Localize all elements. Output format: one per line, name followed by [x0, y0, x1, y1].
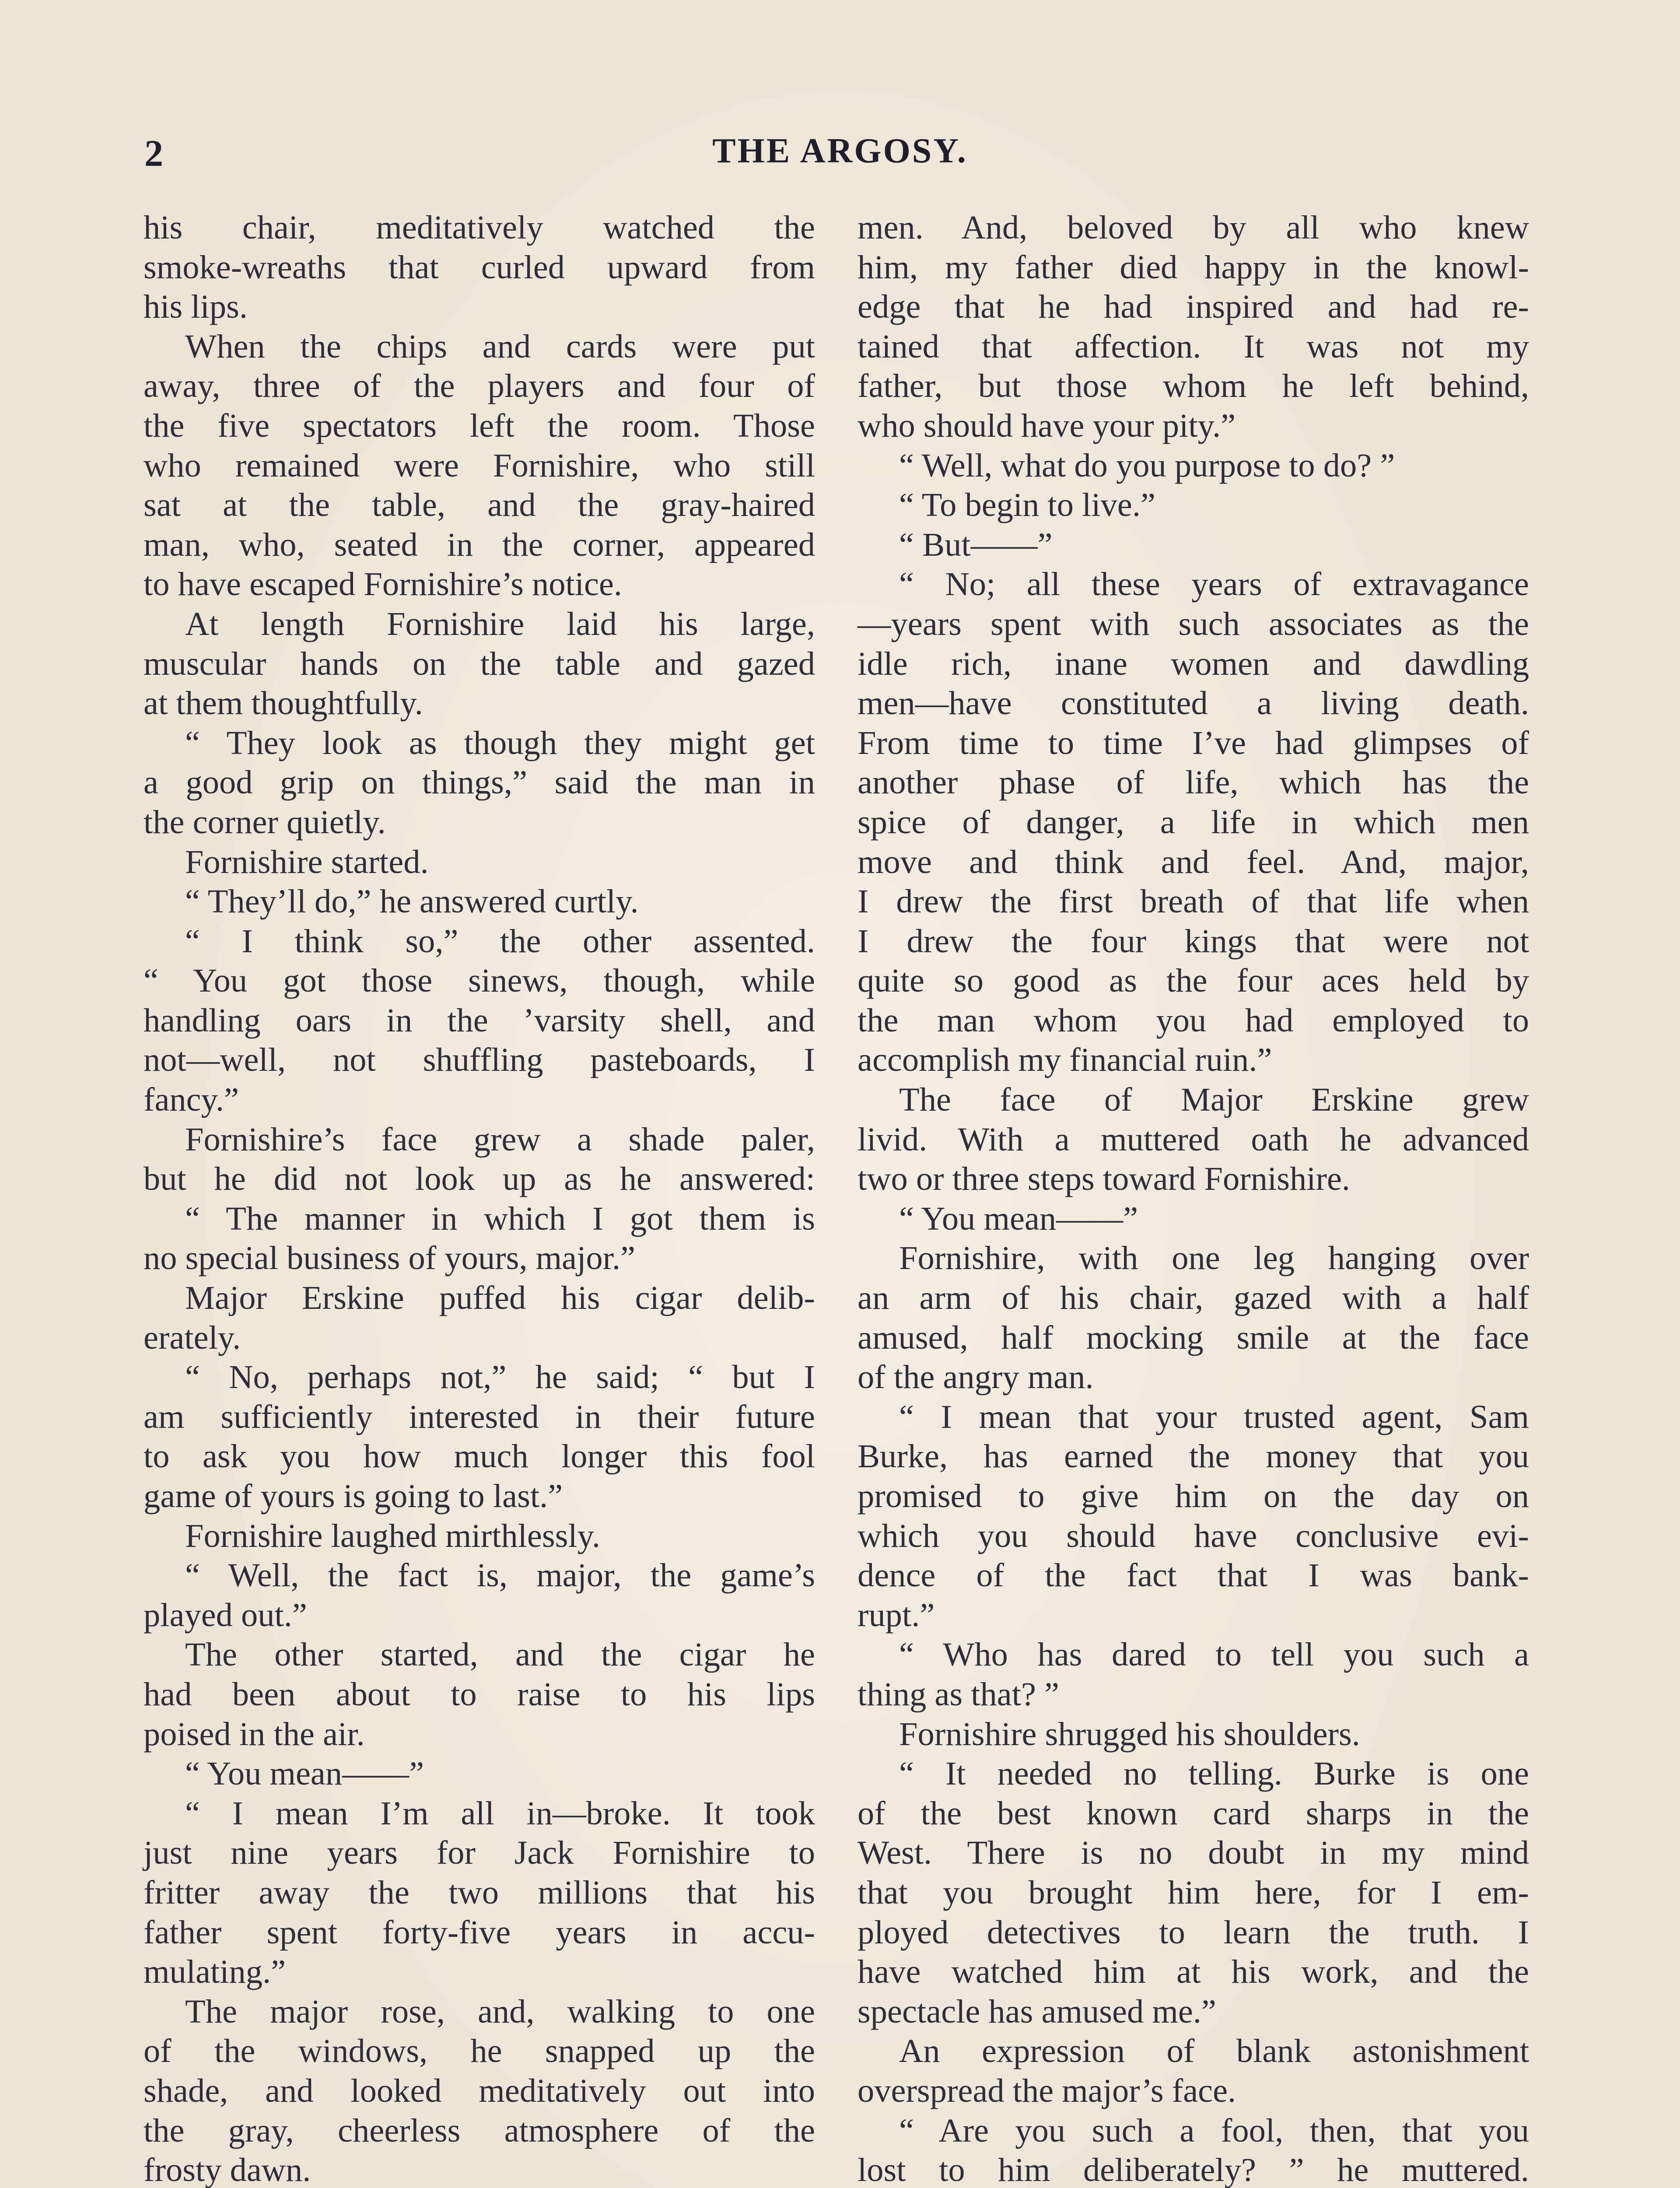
text-line: West. There is no doubt in my mind: [858, 1834, 1529, 1872]
text-line: Burke, has earned the money that you: [858, 1438, 1529, 1475]
text-line: lost to him deliberately? ” he muttered.: [858, 2151, 1529, 2188]
text-line: to have escaped Fornishire’s notice.: [144, 565, 623, 603]
text-line: The other started, and the cigar he: [185, 1636, 815, 1673]
text-line: The major rose, and, walking to one: [185, 1992, 815, 2030]
text-line: “ I mean that your trusted agent, Sam: [899, 1398, 1529, 1435]
text-line: From time to time I’ve had glimpses of: [858, 724, 1529, 761]
text-line: the man whom you had employed to: [858, 1001, 1529, 1039]
text-line: An expression of blank astonishment: [899, 2032, 1529, 2070]
right-text-column: [858, 208, 1529, 2188]
text-line: of the best known card sharps in the: [858, 1794, 1529, 1832]
page-number: 2: [144, 132, 163, 174]
text-line: “ Well, what do you purpose to do? ”: [899, 446, 1395, 484]
page-header: [144, 131, 1536, 179]
text-line: overspread the major’s face.: [858, 2072, 1236, 2109]
text-line: “ But——”: [899, 526, 1053, 563]
text-line: the corner quietly.: [144, 803, 386, 841]
text-line: frosty dawn.: [144, 2151, 311, 2188]
text-line: At length Fornishire laid his large,: [185, 605, 815, 642]
text-line: “ It needed no telling. Burke is one: [899, 1755, 1529, 1792]
text-line: another phase of life, which has the: [858, 764, 1529, 801]
text-line: dence of the fact that I was bank-: [858, 1557, 1529, 1594]
text-line: promised to give him on the day on: [858, 1477, 1529, 1515]
text-line: “ No, perhaps not,” he said; “ but I: [185, 1358, 815, 1396]
text-line: thing as that? ”: [858, 1675, 1059, 1713]
text-line: fancy.”: [144, 1081, 239, 1119]
text-line: Major Erskine puffed his cigar delib-: [185, 1279, 815, 1317]
text-line: that you brought him here, for I em-: [858, 1873, 1529, 1911]
text-line: away, three of the players and four of: [144, 367, 815, 405]
text-line: men—have constituted a living death.: [858, 684, 1529, 722]
text-line: sat at the table, and the gray-haired: [144, 486, 815, 524]
text-line: “ The manner in which I got them is: [185, 1199, 815, 1237]
text-line: to ask you how much longer this fool: [144, 1438, 815, 1475]
text-line: The face of Major Erskine grew: [899, 1081, 1529, 1119]
text-line: not—well, not shuffling pasteboards, I: [144, 1041, 815, 1079]
text-line: smoke-wreaths that curled upward from: [144, 248, 815, 286]
text-line: “ They look as though they might get: [185, 724, 815, 761]
left-text-column: [144, 208, 815, 2188]
text-line: Fornishire’s face grew a shade paler,: [185, 1120, 815, 1158]
text-line: men. And, beloved by all who knew: [858, 209, 1529, 246]
text-line: I drew the first breath of that life when: [858, 883, 1529, 920]
text-line: “ You mean——”: [185, 1755, 424, 1792]
text-line: tained that affection. It was not my: [858, 327, 1529, 365]
text-line: just nine years for Jack Fornishire to: [144, 1834, 815, 1872]
text-line: fritter away the two millions that his: [144, 1873, 815, 1911]
text-line: an arm of his chair, gazed with a half: [858, 1279, 1529, 1317]
text-line: “ I mean I’m all in—broke. It took: [185, 1794, 815, 1832]
text-line: Fornishire laughed mirthlessly.: [185, 1517, 601, 1554]
text-line: idle rich, inane women and dawdling: [858, 645, 1529, 682]
text-line: quite so good as the four aces held by: [858, 962, 1529, 999]
text-line: “ You got those sinews, though, while: [144, 962, 815, 999]
text-line: “ I think so,” the other assented.: [185, 922, 815, 960]
text-line: livid. With a muttered oath he advanced: [858, 1120, 1529, 1158]
text-line: shade, and looked meditatively out into: [144, 2072, 815, 2109]
text-line: Fornishire started.: [185, 843, 429, 880]
text-line: “ To begin to live.”: [899, 486, 1155, 524]
text-line: “ No; all these years of extravagance: [899, 565, 1529, 603]
text-line: the five spectators left the room. Those: [144, 407, 815, 444]
text-line: father spent forty-five years in accu-: [144, 1913, 815, 1951]
running-title: THE ARGOSY.: [712, 132, 968, 170]
text-line: ployed detectives to learn the truth. I: [858, 1913, 1529, 1951]
text-line: Fornishire, with one leg hanging over: [899, 1239, 1529, 1277]
text-line: handling oars in the ’varsity shell, and: [144, 1001, 815, 1039]
text-line: of the windows, he snapped up the: [144, 2032, 815, 2070]
text-line: played out.”: [144, 1596, 307, 1634]
text-line: game of yours is going to last.”: [144, 1477, 563, 1515]
text-line: father, but those whom he left behind,: [858, 367, 1529, 405]
text-line: “ Well, the fact is, major, the game’s: [185, 1557, 815, 1594]
text-line: spice of danger, a life in which men: [858, 803, 1529, 841]
text-line: erately.: [144, 1318, 241, 1356]
text-line: man, who, seated in the corner, appeared: [144, 526, 815, 563]
text-line: which you should have conclusive evi-: [858, 1517, 1529, 1554]
text-line: I drew the four kings that were not: [858, 922, 1529, 960]
text-line: him, my father died happy in the knowl-: [858, 248, 1529, 286]
text-line: “ Are you such a fool, then, that you: [899, 2111, 1529, 2149]
text-line: his lips.: [144, 288, 248, 326]
text-line: have watched him at his work, and the: [858, 1953, 1529, 1991]
text-line: the gray, cheerless atmosphere of the: [144, 2111, 815, 2149]
text-line: his chair, meditatively watched the: [144, 209, 815, 246]
text-line: who should have your pity.”: [858, 407, 1236, 444]
text-line: had been about to raise to his lips: [144, 1675, 815, 1713]
text-line: When the chips and cards were put: [185, 327, 815, 365]
text-line: “ Who has dared to tell you such a: [899, 1636, 1529, 1673]
text-line: no special business of yours, major.”: [144, 1239, 635, 1277]
text-line: edge that he had inspired and had re-: [858, 288, 1529, 326]
text-line: who remained were Fornishire, who still: [144, 446, 815, 484]
text-line: rupt.”: [858, 1596, 935, 1634]
text-line: amused, half mocking smile at the face: [858, 1318, 1529, 1356]
text-line: accomplish my financial ruin.”: [858, 1041, 1272, 1079]
text-line: am sufficiently interested in their future: [144, 1398, 815, 1435]
text-line: two or three steps toward Fornishire.: [858, 1160, 1351, 1198]
text-line: “ They’ll do,” he answered curtly.: [185, 883, 639, 920]
text-line: but he did not look up as he answered:: [144, 1160, 815, 1198]
text-line: move and think and feel. And, major,: [858, 843, 1529, 880]
text-line: “ You mean——”: [899, 1199, 1138, 1237]
text-line: at them thoughtfully.: [144, 684, 423, 722]
text-line: of the angry man.: [858, 1358, 1094, 1396]
text-line: mulating.”: [144, 1953, 286, 1991]
text-line: spectacle has amused me.”: [858, 1992, 1216, 2030]
text-line: a good grip on things,” said the man in: [144, 764, 815, 801]
text-line: poised in the air.: [144, 1715, 365, 1753]
text-line: muscular hands on the table and gazed: [144, 645, 815, 682]
text-line: —years spent with such associates as the: [858, 605, 1529, 642]
text-line: Fornishire shrugged his shoulders.: [899, 1715, 1360, 1753]
